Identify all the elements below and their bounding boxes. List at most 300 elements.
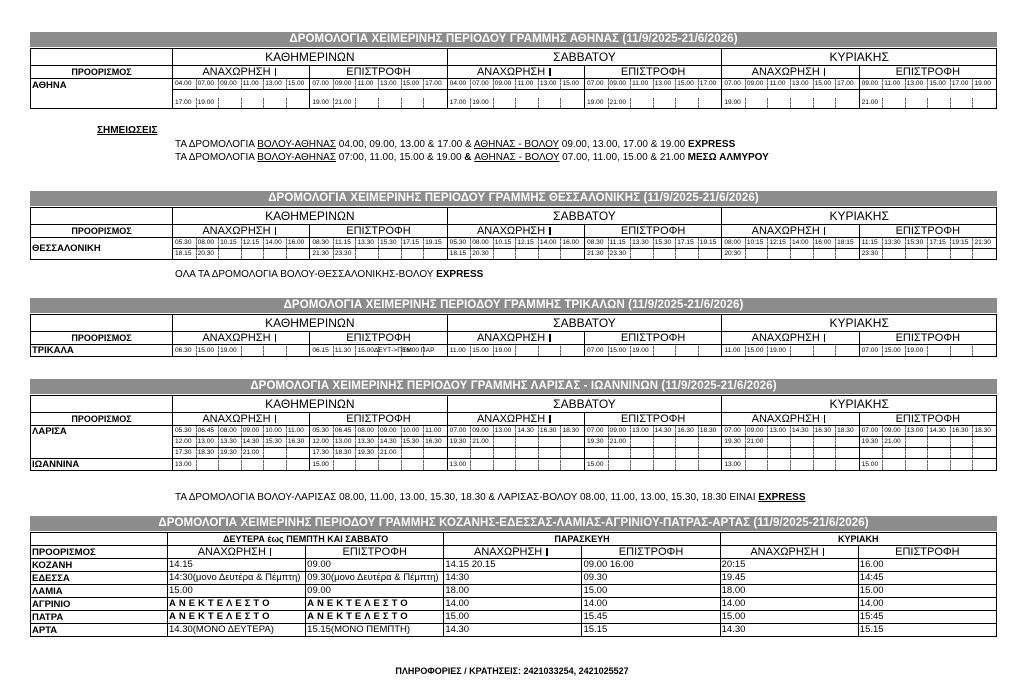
departure-time [699,448,721,458]
time-cell: 15.00 [168,585,306,598]
departure-time: 09.00 [609,79,632,89]
dir-return: ΕΠΙΣΤΡΟΦΗ [310,66,447,79]
time-cell [722,90,859,109]
destination-header: ΠΡΟΟΡΙΣΜΟΣ [31,546,168,559]
departure-time [791,460,814,470]
day-saturday: ΣΑΒΒΑΤΟΥ [447,49,722,66]
day-mon-thu-sat: ΔΕΥΤΕΡΑ έως ΠΕΜΠΤΗ ΚΑΙ ΣΑΒΒΑΤΟ [168,533,444,546]
departure-time: 16.30 [676,426,699,436]
departure-time: 17.30 [311,448,334,458]
time-cell [722,437,859,448]
departure-time: 18.15 [449,249,472,259]
departure-time: 15.00 [676,79,699,89]
departure-time [631,249,654,259]
departure-time [791,448,814,458]
departure-time: 04.00 [174,79,197,89]
time-cell: 14.15 [168,559,306,572]
departure-time: 07.00 [471,79,494,89]
departure-time [516,346,539,356]
departure-time: 15.30 [264,437,287,447]
time-cell [722,448,859,459]
time-cell: 15.15 [582,624,720,637]
dir-departure: ΑΝΑΧΩΡΗΣΗ [447,66,584,79]
departure-time [723,448,746,458]
departure-time [494,98,517,108]
destination-header: ΠΡΟΟΡΙΣΜΟΣ [31,413,173,426]
departure-time: 18.30 [334,448,357,458]
thessaloniki-banner: ΔΡΟΜΟΛΟΓΙΑ ΧΕΙΜΕΡΙΝΗΣ ΠΕΡΙΟΔΟΥ ΓΡΑΜΜΗΣ ΘΕΣΣΑΛΟΝΙΚΗΣ (11/9/2025-21/6/2026) [30,191,997,206]
time-cell: 09.00 [306,585,444,598]
departure-time: 17.00 [699,80,717,87]
departure-time [654,437,677,447]
departure-time: 13.00 [723,460,746,470]
departure-time: 16.30 [951,426,974,436]
departure-time: 08.00 [197,238,220,248]
departure-time: 23.30 [609,249,632,259]
departure-time: 15.30 [379,238,402,248]
time-cell [447,426,584,437]
time-slots [586,346,720,356]
time-cell: 15:45 [858,611,996,624]
time-cell: 14:45 [858,572,996,585]
dir-departure: ΑΝΑΧΩΡΗΣΗ [173,413,310,426]
departure-time [264,448,287,458]
time-slots [174,249,308,259]
departure-time [676,249,699,259]
dir-departure: ΑΝΑΧΩΡΗΣΗ [447,225,584,238]
time-slots [723,98,857,108]
departure-time [791,346,814,356]
dir-departure: ΑΝΑΧΩΡΗΣΗ [168,546,306,559]
table-row [31,585,997,598]
time-cell: ΑΝΕΚΤΕΛΕΣΤΟ [306,598,444,611]
departure-time [494,437,517,447]
dir-departure: ΑΝΑΧΩΡΗΣΗ [722,413,859,426]
day-sunday: ΚΥΡΙΑΚΗΣ [722,49,997,66]
departure-time [561,98,583,108]
time-cell: 09.30(μονο Δευτέρα & Πέμπτη) [306,572,444,585]
dir-return: ΕΠΙΣΤΡΟΦΗ [859,225,996,238]
thessaloniki-note: ΟΛΑ ΤΑ ΔΡΟΜΟΛΟΓΙΑ ΒΟΛΟΥ-ΘΕΣΣΑΛΟΝΙΚΗΣ-ΒΟΛΟΥ EXPRESS [175,269,484,280]
departure-time: 07.00 [449,426,472,436]
departure-time [424,460,446,470]
departure-time [928,346,951,356]
departure-time [402,249,425,259]
time-cell: 14:30 [444,572,582,585]
departure-time: 19.00 [974,80,991,87]
departure-time: 13.00 [494,426,517,436]
departure-time: 07.00 [586,79,609,89]
departure-time: 13.00 [334,437,357,447]
time-cell: 15.00 [720,611,858,624]
departure-time: 16.00 [287,239,305,246]
departure-time: 17.00 [837,80,854,87]
departure-time [539,98,562,108]
departure-time [836,346,858,356]
time-cell: 14.30 [444,624,582,637]
time-cell [859,426,996,437]
contact-footer: ΠΛΗΡΟΦΟΡΙΕΣ / ΚΡΑΤΗΣΕΙΣ: 2421033254, 2421025527 [395,666,629,676]
destination-name: ΛΑΜΙΑ [31,585,168,598]
departure-time [768,448,791,458]
departure-time [379,460,402,470]
departure-time: 16.30 [539,426,562,436]
departure-time: 21.00 [861,98,884,108]
time-cell: 15.00 [858,585,996,598]
departure-time: 06.15 [311,346,334,356]
departure-time: 11.00 [356,79,379,89]
departure-time [356,249,379,259]
departure-time: 05.30 [449,238,472,248]
departure-time [287,249,309,259]
departure-time: 17.00 [425,80,442,87]
time-slots [861,346,995,356]
dir-return: ΕΠΙΣΤΡΟΦΗ [310,332,447,345]
time-slots [449,346,583,356]
departure-time [836,437,858,447]
departure-time [654,249,677,259]
time-cell [859,448,996,459]
departure-time [539,249,562,259]
departure-time: 11.00 [883,79,906,89]
departure-time [699,437,721,447]
departure-time: 05.30 [311,426,334,436]
departure-time: 15.00 [311,460,334,470]
time-slots [449,426,583,436]
departure-time: 09.00 [861,79,884,89]
departure-time [746,448,769,458]
departure-time: 09.00 [746,79,769,89]
departure-time [951,448,974,458]
departure-time: 13.00 [791,79,814,89]
destination-header: ΠΡΟΟΡΙΣΜΟΣ [31,225,173,238]
table-row [31,598,997,611]
departure-time: 19.00 [197,98,220,108]
departure-time: 08:00 [723,238,746,248]
departure-time [379,249,402,259]
departure-time: 12.15 [516,238,539,248]
time-cell [584,426,721,437]
departure-time [746,460,769,470]
dest-trikala: ΤΡΙΚΑΛΑ [31,345,173,357]
time-cell: 09.00 16.00 [582,559,720,572]
departure-time: 13.30 [219,437,242,447]
departure-time: 19.00 [906,346,929,356]
time-cell [447,459,584,471]
athens-note-1: ΤΑ ΔΡΟΜΟΛΟΓΙΑ ΒΟΛΟΥ-ΑΘΗΝΑΣ 04.00, 09.00, 13.00 & 17.00 & ΑΘΗΝΑΣ - ΒΟΛΟΥ 09.00, 13.00, 17.00 & 19.00 EXPRESS [175,139,736,150]
departure-time [654,98,677,108]
departure-time [791,249,814,259]
departure-time [631,460,654,470]
time-slots [723,346,857,356]
departure-time [746,249,769,259]
departure-time: 21.00 [609,437,632,447]
departure-time [699,249,721,259]
destination-header: ΠΡΟΟΡΙΣΜΟΣ [31,332,173,345]
departure-time [219,460,242,470]
time-cell [310,79,447,90]
time-cell: 15.00 [582,585,720,598]
departure-time: 19.00 [631,346,654,356]
departure-time [402,460,425,470]
time-slots [311,249,445,259]
departure-time: 16.00 [562,239,579,246]
departure-time: 14.30 [516,426,539,436]
departure-time: 11.00 [723,346,746,356]
departure-time [197,460,220,470]
day-sunday: ΚΥΡΙΑΚΗΣ [722,315,997,332]
departure-time [586,448,609,458]
departure-time: 11.00 [242,79,265,89]
time-cell [173,79,310,90]
departure-time: 14.30 [242,437,265,447]
departure-time [334,460,357,470]
departure-time: 17.30 [174,448,197,458]
dir-return: ΕΠΙΣΤΡΟΦΗ [584,66,721,79]
departure-time: 13.30 [356,238,379,248]
destination-name: ΚΟΖΑΝΗ [31,559,168,572]
time-cell [859,238,996,249]
departure-time [699,98,721,108]
departure-time [287,346,309,356]
departure-time [561,249,583,259]
time-cell [584,448,721,459]
departure-time [494,249,517,259]
departure-time: 12.00 [174,437,197,447]
departure-time [768,437,791,447]
day-sunday: ΚΥΡΙΑΚΗΣ [722,396,997,413]
departure-time: 19.30 [723,437,746,447]
departure-time: 09.00 [609,426,632,436]
time-cell [447,79,584,90]
departure-time [424,249,446,259]
time-slots [174,460,308,470]
time-cell: 14.00 [720,598,858,611]
departure-time [836,460,858,470]
departure-time [264,346,287,356]
departure-time: 17:15 [928,238,951,248]
departure-time: 11.30 [334,346,357,356]
departure-time: 07.00 [723,426,746,436]
departure-time [379,346,402,356]
time-slots [723,79,857,89]
departure-time: 10.00 [402,426,425,436]
departure-time [676,346,699,356]
time-cell [310,437,447,448]
time-cell [173,459,310,471]
time-cell: 20:15 [720,559,858,572]
time-slots [586,98,720,108]
dir-return: ΕΠΙΣΤΡΟΦΗ [582,546,720,559]
departure-time [928,98,951,108]
time-slots [861,98,995,108]
departure-time: 20:30 [723,249,746,259]
departure-time: 18.30 [562,427,579,434]
time-cell [447,448,584,459]
time-slots [586,79,720,89]
time-cell [173,90,310,109]
departure-time: 19.00 [219,346,242,356]
departure-time: 10.15 [219,238,242,248]
time-slots [174,448,308,458]
departure-time: 12.15 [242,238,265,248]
departure-time: 08.30 [311,238,334,248]
time-cell: 15.00 [444,611,582,624]
day-friday: ΠΑΡΑΣΚΕΥΗ [444,533,720,546]
departure-time [768,249,791,259]
departure-time [928,460,951,470]
departure-time: 21.00 [379,448,402,458]
time-cell [722,249,859,260]
dir-departure: ΑΝΑΧΩΡΗΣΗ [444,546,582,559]
departure-time: 21.00 [471,437,494,447]
departure-time: 21.30 [586,249,609,259]
departure-time [973,249,995,259]
departure-time: 21.00 [609,98,632,108]
dir-departure: ΑΝΑΧΩΡΗΣΗ [722,225,859,238]
time-slots [311,460,445,470]
time-slots [723,448,857,458]
time-slots [311,346,445,356]
dir-departure: ΑΝΑΧΩΡΗΣΗ [173,332,310,345]
dest-thessaloniki: ΘΕΣΣΑΛΟΝΙΚΗ [31,238,173,260]
time-cell [173,249,310,260]
departure-time: 15.00 [197,346,220,356]
time-cell [722,459,859,471]
departure-time: 17.15 [402,238,425,248]
departure-time: 20.30 [471,249,494,259]
departure-time: 17.15 [676,238,699,248]
time-cell [584,79,721,90]
time-slots [174,426,308,436]
kozani-banner: ΔΡΟΜΟΛΟΓΙΑ ΧΕΙΜΕΡΙΝΗΣ ΠΕΡΙΟΔΟΥ ΓΡΑΜΜΗΣ ΚΟΖΑΝΗΣ-ΕΔΕΣΣΑΣ-ΛΑΜΙΑΣ-ΑΓΡΙΝΙΟΥ-ΠΑΤΡΑΣ-ΑΡΤΑΣ (11/9/2025-21/6/2026) [30,516,997,531]
time-slots [449,460,583,470]
dest-athina: ΑΘΗΝΑ [31,79,173,109]
departure-time [814,460,837,470]
time-cell [584,249,721,260]
time-cell: 18.00 [720,585,858,598]
departure-time: 07.00 [586,346,609,356]
departure-time: 13.00 [631,426,654,436]
day-sunday: ΚΥΡΙΑΚΗΣ [722,208,997,225]
time-cell: 19.45 [720,572,858,585]
dir-return: ΕΠΙΣΤΡΟΦΗ [584,413,721,426]
departure-time [516,460,539,470]
departure-time: 12.00 [311,437,334,447]
departure-time: 19.30 [356,448,379,458]
departure-time: 10:15 [746,238,769,248]
kozani-table [30,532,997,637]
departure-time: 18:15 [837,239,854,246]
departure-time [516,437,539,447]
departure-time [791,98,814,108]
time-slots [311,79,445,89]
departure-time [883,448,906,458]
departure-time: 11.00 [287,427,304,434]
departure-time: 18.30 [837,427,854,434]
destination-name: ΑΓΡΙΝΙΟ [31,598,168,611]
departure-time [676,448,699,458]
dir-return: ΕΠΙΣΤΡΟΦΗ [310,225,447,238]
departure-time: 11.00 [631,79,654,89]
departure-time [973,98,995,108]
dir-return: ΕΠΙΣΤΡΟΦΗ [859,66,996,79]
departure-time: 19.30 [449,437,472,447]
departure-time [699,346,721,356]
departure-time [516,249,539,259]
time-slots [723,460,857,470]
departure-time: 21.00 [334,98,357,108]
departure-time: 16:00 ΠΑΡ [402,346,435,354]
departure-time [219,98,242,108]
departure-time: 18.30 [699,427,717,434]
athens-table [30,48,997,109]
time-cell: 15.45 [582,611,720,624]
departure-time: 11:15 [861,238,884,248]
departure-time: 13.00 [906,79,929,89]
departure-time: 08.00 [219,426,242,436]
departure-time [973,448,995,458]
departure-time [264,249,287,259]
departure-time [814,437,837,447]
departure-time [356,460,379,470]
time-slots [311,426,445,436]
time-slots [174,98,308,108]
departure-time [768,460,791,470]
time-slots [861,426,995,436]
departure-time [814,249,837,259]
departure-time: 19.30 [219,448,242,458]
departure-time [791,437,814,447]
departure-time [609,460,632,470]
departure-time [494,460,517,470]
departure-time: 15.00 [746,346,769,356]
time-cell: 15.15(ΜΟΝΟ ΠΕΜΠΤΗ) [306,624,444,637]
departure-time: 20.30 [197,249,220,259]
departure-time [561,448,583,458]
departure-time [471,448,494,458]
departure-time [906,448,929,458]
departure-time [561,346,583,356]
departure-time: 06.45 [334,426,357,436]
departure-time: 11.00 [516,79,539,89]
time-cell [584,459,721,471]
departure-time: 08.00 [356,426,379,436]
departure-time [883,249,906,259]
athens-note-2: ΤΑ ΔΡΟΜΟΛΟΓΙΑ ΒΟΛΟΥ-ΑΘΗΝΑΣ 07:00, 11.00, 15.00 & 19.00 & ΑΘΗΝΑΣ - ΒΟΛΟΥ 07.00, 11.00, 15.00 & 21.00 ΜΕΣΩ ΑΛΜΥΡΟΥ [175,152,769,163]
departure-time: 12:15 [768,238,791,248]
time-cell [722,345,859,357]
thessaloniki-table [30,207,997,260]
departure-time: 16.30 [425,438,442,445]
departure-time: 14:00 [791,238,814,248]
departure-time: 13.30 [356,437,379,447]
time-slots [861,437,995,447]
departure-time [539,346,562,356]
departure-time [287,98,309,108]
dir-departure: ΑΝΑΧΩΡΗΣΗ [447,332,584,345]
departure-time: 15:30 [906,238,929,248]
departure-time: 19.00 [471,98,494,108]
time-cell: 14.00 [444,598,582,611]
departure-time: 13.00 [449,460,472,470]
departure-time: 14.30 [654,426,677,436]
departure-time: 16:00 [814,238,837,248]
time-cell [447,437,584,448]
departure-time [676,460,699,470]
departure-time [928,249,951,259]
destination-name: ΑΡΤΑ [31,624,168,637]
